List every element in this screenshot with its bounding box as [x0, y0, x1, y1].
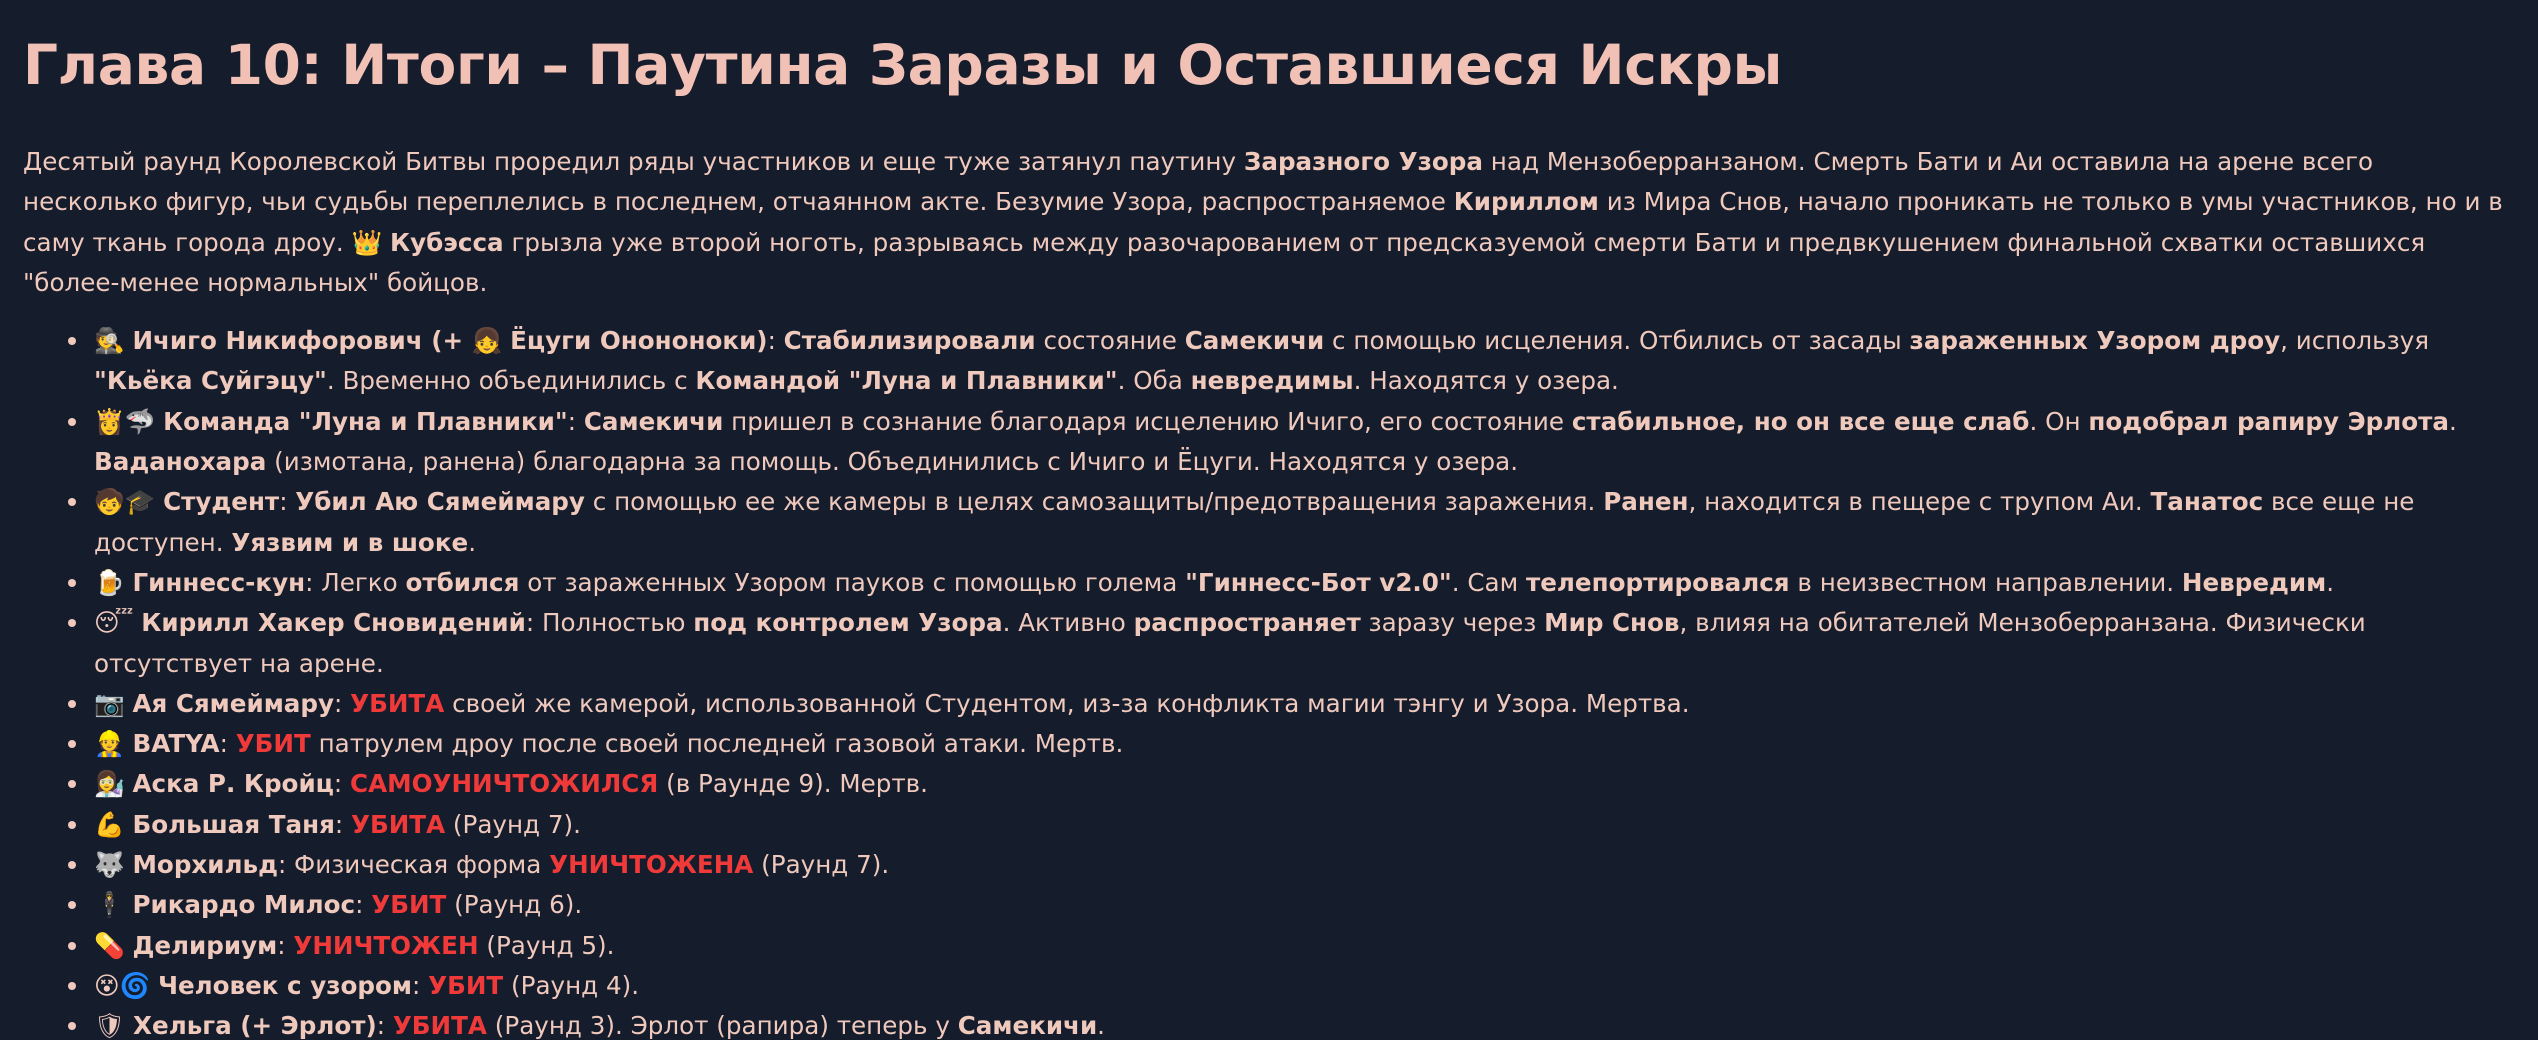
- text-segment: с помощью исцеления. Отбились от засады: [1324, 326, 1910, 356]
- list-item: [94, 885, 2515, 925]
- text-segment: : Полностью: [525, 608, 694, 638]
- bold-text: распространяет: [1133, 608, 1361, 638]
- bold-text: Команда "Луна и Плавники": [163, 406, 568, 436]
- bold-text: Человек с узором: [158, 970, 413, 1000]
- emoji-icon: 💪: [94, 809, 133, 839]
- bold-text: Кубэсса: [390, 227, 504, 257]
- bold-text: Ранен: [1603, 487, 1689, 517]
- bold-text: Рикардо Милос: [132, 890, 356, 920]
- list-item: [94, 321, 2515, 402]
- emoji-icon: 🧒🎓: [94, 487, 164, 517]
- text-segment: .: [2326, 567, 2335, 597]
- list-item: [94, 805, 2515, 845]
- bold-text: Аска Р. Кройц: [132, 769, 334, 799]
- text-segment: :: [767, 326, 784, 356]
- text-segment: :: [219, 729, 236, 759]
- bold-text: Большая Таня: [132, 809, 335, 839]
- emoji-icon: 📷: [94, 688, 133, 718]
- bold-text: Танатос: [2150, 487, 2264, 517]
- bold-text: Кирилл Хакер Сновидений: [141, 608, 526, 638]
- bold-text: Хельга (+ Эрлот): [133, 1011, 377, 1040]
- text-segment: (Раунд 3). Эрлот (рапира) теперь у: [486, 1011, 958, 1040]
- text-segment: :: [355, 890, 372, 920]
- text-segment: , находится в пещере с трупом Аи.: [1688, 487, 2151, 517]
- bold-text: Студент: [163, 487, 280, 517]
- text-segment: , влияя на обитателей Мензоберранзана. Физически отсутствует на арене.: [94, 608, 2366, 678]
- text-segment: , используя: [2280, 326, 2430, 356]
- text-segment: (в Раунде 9). Мертв.: [658, 769, 928, 799]
- status-label: УБИТ: [371, 890, 447, 920]
- emoji-icon: 😴: [94, 608, 142, 638]
- text-segment: в неизвестном направлении.: [1789, 567, 2182, 597]
- bold-text: Мир Снов: [1544, 608, 1680, 638]
- text-segment: . Активно: [1002, 608, 1134, 638]
- bold-text: Морхильд: [132, 850, 278, 880]
- text-segment: все еще не доступен.: [94, 487, 2415, 557]
- bold-text: Убил Аю Сямеймару: [295, 487, 585, 517]
- status-label: УБИТА: [351, 809, 446, 839]
- status-label: УНИЧТОЖЕН: [293, 930, 479, 960]
- text-segment: . Временно объединились с: [326, 366, 696, 396]
- status-label: УБИТ: [235, 729, 311, 759]
- text-segment: . Оба: [1117, 366, 1191, 396]
- text-segment: . Сам: [1451, 567, 1526, 597]
- text-segment: . Он: [2029, 406, 2089, 436]
- text-segment: :: [334, 688, 351, 718]
- list-item: [94, 482, 2515, 563]
- text-segment: состояние: [1035, 326, 1185, 356]
- list-item: [94, 1006, 2515, 1040]
- emoji-icon: 👩‍🔬: [94, 769, 133, 799]
- text-segment: .: [468, 527, 477, 557]
- text-segment: над Мензоберранзаном. Смерть Бати и Аи оставила на арене всего несколько фигур, чьи судьбы переплелись в последнем, отчаянном акте. Безумие Узора, распространяемое: [23, 147, 2374, 217]
- emoji-icon: 🕵: [94, 326, 133, 356]
- bold-text: Заразного Узора: [1243, 147, 1483, 176]
- emoji-icon: 🐺: [94, 850, 133, 880]
- bold-text: зараженных Узором дроу: [1909, 326, 2281, 356]
- chapter-document: [23, 0, 2515, 1040]
- status-label: УБИТА: [350, 688, 445, 718]
- bold-text: Стабилизировали: [783, 326, 1036, 356]
- bold-text: "Гиннесс-Бот v2.0": [1185, 567, 1452, 597]
- text-segment: :: [333, 769, 351, 799]
- status-label: САМОУНИЧТОЖИЛСЯ: [350, 769, 659, 799]
- status-label: УБИТА: [392, 1011, 487, 1040]
- bold-text: Ая Сямеймару: [132, 688, 335, 718]
- emoji-icon: 🕴: [94, 890, 133, 920]
- text-segment: от зараженных Узором пауков с помощью голема: [519, 567, 1186, 597]
- text-segment: .: [1097, 1011, 1105, 1040]
- participant-status-list: [23, 321, 2515, 1040]
- text-segment: :: [412, 970, 429, 1000]
- text-segment: .: [2449, 406, 2457, 436]
- emoji-icon: 👷: [94, 729, 133, 759]
- text-segment: грызла уже второй ноготь, разрываясь между разочарованием от предсказуемой смерти Бати и предвкушением финальной схватки оставшихся "более-менее нормальных" бойцов.: [23, 227, 2426, 297]
- emoji-icon: 😵🌀: [94, 970, 159, 1000]
- chapter-title: Глава 10: Итоги – Паутина Заразы и Оставшиеся Искры: [23, 33, 1783, 97]
- bold-text: Ваданохара: [94, 447, 267, 477]
- text-segment: : Физическая форма: [277, 850, 550, 880]
- status-label: УБИТ: [428, 970, 504, 1000]
- text-segment: с помощью ее же камеры в целях самозащиты/предотвращения заражения.: [584, 487, 1604, 517]
- emoji-icon: 💊: [94, 930, 133, 960]
- list-item: [94, 926, 2515, 966]
- list-item: [94, 845, 2515, 885]
- text-segment: своей же камерой, использованной Студентом, из-за конфликта магии тэнгу и Узора. Мертва.: [444, 688, 1690, 718]
- list-item: [94, 402, 2515, 483]
- text-segment: пришел в сознание благодаря исцелению Ичиго, его состояние: [723, 406, 1572, 436]
- bold-text: Невредим: [2181, 567, 2327, 597]
- text-segment: (Раунд 5).: [478, 930, 615, 960]
- text-segment: :: [279, 487, 296, 517]
- bold-text: отбился: [405, 567, 520, 597]
- text-segment: (Раунд 6).: [446, 890, 583, 920]
- text-segment: : Легко: [305, 567, 406, 597]
- list-item: [94, 563, 2515, 603]
- bold-text: Самекичи: [583, 406, 724, 436]
- emoji-icon: 🛡: [94, 1011, 134, 1040]
- bold-text: Самекичи: [957, 1011, 1098, 1040]
- list-item: [94, 603, 2515, 684]
- bold-text: Делириум: [132, 930, 278, 960]
- list-item: [94, 724, 2515, 764]
- intro-paragraph: [23, 142, 2515, 303]
- emoji-icon: 👑: [351, 227, 390, 257]
- text-segment: :: [376, 1011, 393, 1040]
- emoji-icon: 👸🦈: [94, 406, 164, 436]
- bold-text: Кириллом: [1453, 187, 1599, 217]
- text-segment: :: [334, 809, 351, 839]
- text-segment: (Раунд 7).: [445, 809, 581, 839]
- bold-text: Ёцуги Онононоки): [510, 326, 768, 356]
- text-segment: Десятый раунд Королевской Битвы проредил ряды участников и еще туже затянул паутину: [23, 147, 1244, 176]
- text-segment: (Раунд 4).: [503, 970, 640, 1000]
- text-segment: (Раунд 7).: [753, 850, 890, 880]
- text-segment: :: [277, 930, 294, 960]
- text-segment: из Мира Снов, начало проникать не только в умы участников, но и в саму ткань города дроу.: [23, 187, 2503, 257]
- text-segment: (измотана, ранена) благодарна за помощь. Объединились с Ичиго и Ёцуги. Находятся у озера.: [266, 447, 1519, 477]
- text-segment: патрулем дроу после своей последней газовой атаки. Мертв.: [310, 729, 1124, 759]
- status-label: УНИЧТОЖЕНА: [549, 850, 754, 880]
- list-item: [94, 966, 2515, 1006]
- text-segment: :: [567, 406, 584, 436]
- list-item: [94, 764, 2515, 804]
- bold-text: подобрал рапиру Эрлота: [2088, 406, 2449, 436]
- bold-text: невредимы: [1190, 366, 1354, 396]
- list-item: [94, 684, 2515, 724]
- bold-text: под контролем Узора: [693, 608, 1003, 638]
- bold-text: Ичиго Никифорович (+: [132, 326, 472, 356]
- bold-text: Командой "Луна и Плавники": [695, 366, 1118, 396]
- bold-text: телепортировался: [1525, 567, 1790, 597]
- bold-text: Гиннесс-кун: [132, 567, 306, 597]
- text-segment: заразу через: [1360, 608, 1545, 638]
- bold-text: "Кьёка Суйгэцу": [94, 366, 327, 396]
- emoji-icon: 👧: [471, 326, 511, 356]
- bold-text: стабильное, но он все еще слаб: [1571, 406, 2030, 436]
- bold-text: Уязвим и в шоке: [231, 527, 469, 557]
- bold-text: BATYA: [132, 729, 220, 759]
- text-segment: . Находятся у озера.: [1353, 366, 1619, 396]
- bold-text: Самекичи: [1184, 326, 1325, 356]
- emoji-icon: 🍺: [94, 567, 133, 597]
